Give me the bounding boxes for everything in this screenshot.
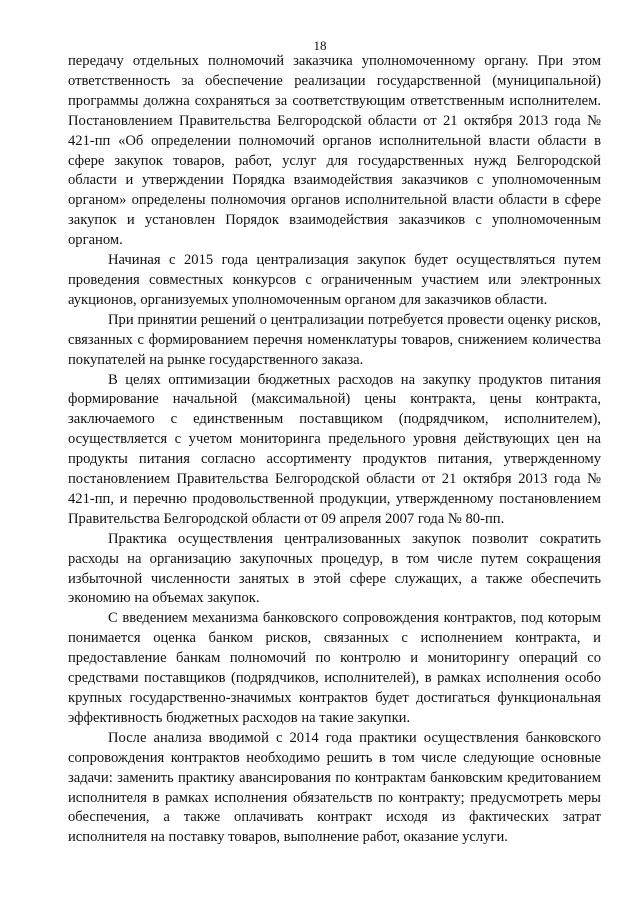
paragraph-bank-support: С введением механизма банковского сопровождения контрактов, под которым понимается оценка банком рисков, связанных с исполнением контракта, и предоставление банкам полномочий по контролю и мониторингу операций со средствами поставщиков (подрядчиков, исполнителей), в рамках исполнения особо крупных государственно-значимых контрактов будет достигаться функциональная эффективность бюджетных расходов на такие закупки. bbox=[68, 610, 601, 726]
paragraph-tasks-after-analysis: После анализа вводимой с 2014 года практики осуществления банковского сопровождения контрактов необходимо решить в том числе следующие основные задачи: заменить практику авансирования по контрактам банковским кредитованием исполнителя в рамках исполнения обязательств по контракту; предусмотреть меры обеспечения, а также оплачивать контракт исходя из фактических затрат исполнителя на поставку товаров, выполнение работ, оказание услуги. bbox=[68, 729, 601, 846]
paragraph-centralization-2015: Начиная с 2015 года централизация закупок будет осуществляться путем проведения совместных конкурсов с ограниченным участием или электронных аукционов, организуемых уполномоченным органом для заказчиков области. bbox=[68, 252, 601, 308]
page-number: 18 bbox=[313, 38, 327, 53]
paragraph-risk-assessment: При принятии решений о централизации потребуется провести оценку рисков, связанных с формированием перечня номенклатуры товаров, снижением количества покупателей на рынке государственного заказа. bbox=[68, 311, 601, 368]
paragraph-continuation: передачу отдельных полномочий заказчика уполномоченному органу. При этом ответственность за обеспечение реализации государственной (муниципальной) программы должна сохраняться за соответствующим ответственным исполнителем. Постановлением Правительства Белгородской области от 21 октября 2013 года № 421-пп «Об определении полномочий органов исполнительной власти области в сфере закупок товаров, работ, услуг для государственных нужд Белгородской области и утверждении Порядка взаимодействия заказчиков с уполномоченным органом» определены полномочия органов исполнительной власти области в сфере закупок и установлен Порядок взаимодействия заказчиков с уполномоченным органом. bbox=[68, 53, 601, 249]
paragraph-centralized-practice: Практика осуществления централизованных закупок позволит сократить расходы на организацию закупочных процедур, в том числе путем сокращения избыточной численности занятых в этой сфере служащих, а также обеспечить экономию на объемах закупок. bbox=[68, 530, 601, 607]
paragraph-food-procurement: В целях оптимизации бюджетных расходов на закупку продуктов питания формирование начальной (максимальной) цены контракта, цены контракта, заключаемого с единственным поставщиком (подрядчиком, исполнителем), осуществляется с учетом мониторинга предельного уровня действующих цен на продукты питания согласно ассортименту продуктов питания, утвержденному постановлением Правительства Белгородской области от 21 октября 2013 года № 421-пп, и перечню продовольственной продукции, утвержденному постановлением Правительства Белгородской области от 09 апреля 2007 года № 80-пп. bbox=[68, 371, 601, 527]
document-body bbox=[68, 52, 601, 848]
